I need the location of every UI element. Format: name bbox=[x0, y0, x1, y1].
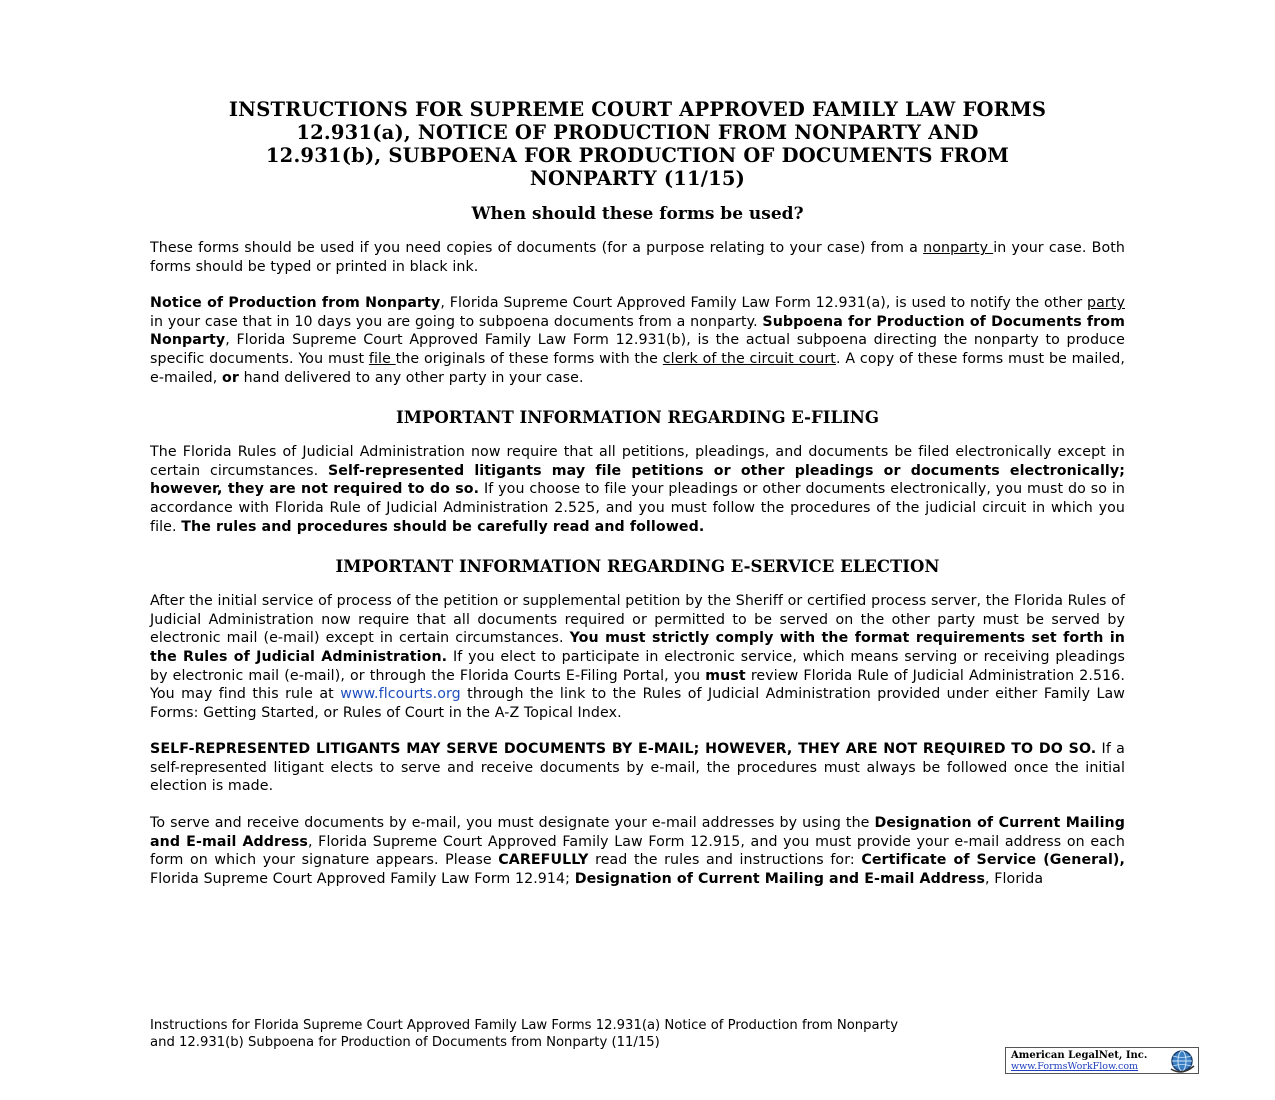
section-heading-when-used: When should these forms be used? bbox=[471, 204, 804, 224]
title-line-2: 12.931(a), NOTICE OF PRODUCTION FROM NONPARTY AND bbox=[296, 121, 979, 144]
paragraph-e-filing: The Florida Rules of Judicial Administration now require that all petitions, pleadings, and documents be filed electronically except in certain circumstances. Self-represented litigants may file petitions or other pleadings or documents electronically; however, they are not required to do so. If you choose to file your pleadings or other documents electronically, you must do so in accordance with Florida Rule of Judicial Administration 2.525, and you must follow the procedures of the judicial circuit in which you file. The rules and procedures should be carefully read and followed. bbox=[150, 444, 1126, 535]
footer-line-1: Instructions for Florida Supreme Court Approved Family Law Forms 12.931(a) Notice of Production from Nonparty bbox=[150, 1018, 898, 1033]
american-legalnet-logo[interactable] bbox=[1005, 1047, 1199, 1074]
title-line-1: INSTRUCTIONS FOR SUPREME COURT APPROVED FAMILY LAW FORMS bbox=[228, 98, 1047, 121]
term-nonparty: nonparty bbox=[923, 240, 994, 256]
logo-company-name: American LegalNet, Inc. bbox=[1011, 1050, 1148, 1061]
footer-line-2: and 12.931(b) Subpoena for Production of Documents from Nonparty (11/15) bbox=[150, 1035, 660, 1050]
term-party: party bbox=[1087, 295, 1126, 312]
title-line-3: 12.931(b), SUBPOENA FOR PRODUCTION OF DOCUMENTS FROM bbox=[265, 144, 1010, 167]
paragraph-designation: To serve and receive documents by e-mail, you must designate your e-mail addresses by using the Designation of Current Mailing and E-mail Address, Florida Supreme Court Approved Family Law Form 12.915, and you must provide your e-mail address on each form on which your signature appears. Please CAREFULLY read the rules and instructions for: Certificate of Service (General), Florida Supreme Court Approved Family Law Form 12.914; Designation of Current Mailing and E-mail Address, Florida bbox=[150, 815, 1125, 887]
logo-url-link[interactable]: www.FormsWorkFlow.com bbox=[1011, 1061, 1139, 1072]
paragraph-self-represented: SELF-REPRESENTED LITIGANTS MAY SERVE DOCUMENTS BY E-MAIL; HOWEVER, THEY ARE NOT REQUIRED TO DO SO. If a self-represented litigant elects to serve and receive documents by e-mail, the procedures must always be followed once the initial election is made. bbox=[150, 741, 1125, 795]
paragraph-forms-purpose: These forms should be used if you need copies of documents (for a purpose relating to your case) from a nonparty in your case. Both forms should be typed or printed in black ink. bbox=[150, 240, 1125, 275]
page-footer bbox=[150, 1017, 1120, 1051]
globe-icon bbox=[1169, 1049, 1195, 1073]
flcourts-link[interactable]: www.flcourts.org bbox=[340, 686, 461, 703]
term-file: file bbox=[368, 350, 396, 367]
title-line-4: NONPARTY (11/15) bbox=[529, 167, 746, 190]
paragraph-notice-and-subpoena: Notice of Production from Nonparty, Florida Supreme Court Approved Family Law Form 12.931(a), is used to notify the other party in your case that in 10 days you are going to subpoena documents from a nonparty. Subpoena for Production of Documents from Nonparty, Florida Supreme Court Approved Family Law Form 12.931(b), is the actual subpoena directing the nonparty to produce specific documents. You must file the originals of these forms with the clerk of the circuit court. A copy of these forms must be mailed, e-mailed, or hand delivered to any other party in your case. bbox=[150, 295, 1126, 386]
section-heading-e-filing: IMPORTANT INFORMATION REGARDING E-FILING bbox=[396, 408, 879, 428]
term-notice-of-production: Notice of Production from Nonparty bbox=[150, 295, 441, 312]
term-subpoena: Subpoena for Production of Documents from Nonparty bbox=[150, 313, 1125, 349]
section-heading-e-service: IMPORTANT INFORMATION REGARDING E-SERVICE ELECTION bbox=[335, 557, 940, 577]
term-clerk: clerk of the circuit court bbox=[662, 350, 836, 367]
document-page bbox=[150, 98, 1125, 906]
paragraph-e-service: After the initial service of process of the petition or supplemental petition by the Sheriff or certified process server, the Florida Rules of Judicial Administration now require that all documents required or permitted to be served on the other party must be served by electronic mail (e-mail) except in certain circumstances. You must strictly comply with the format requirements set forth in the Rules of Judicial Administration. If you elect to participate in electronic service, which means serving or receiving pleadings by electronic mail (e-mail), or through the Florida Courts E-Filing Portal, you must review Florida Rule of Judicial Administration 2.516. You may find this rule at www.flcourts.org through the link to the Rules of Judicial Administration provided under either Family Law Forms: Getting Started, or Rules of Court in the A-Z Topical Index. bbox=[150, 593, 1126, 721]
document-title bbox=[150, 98, 1125, 190]
